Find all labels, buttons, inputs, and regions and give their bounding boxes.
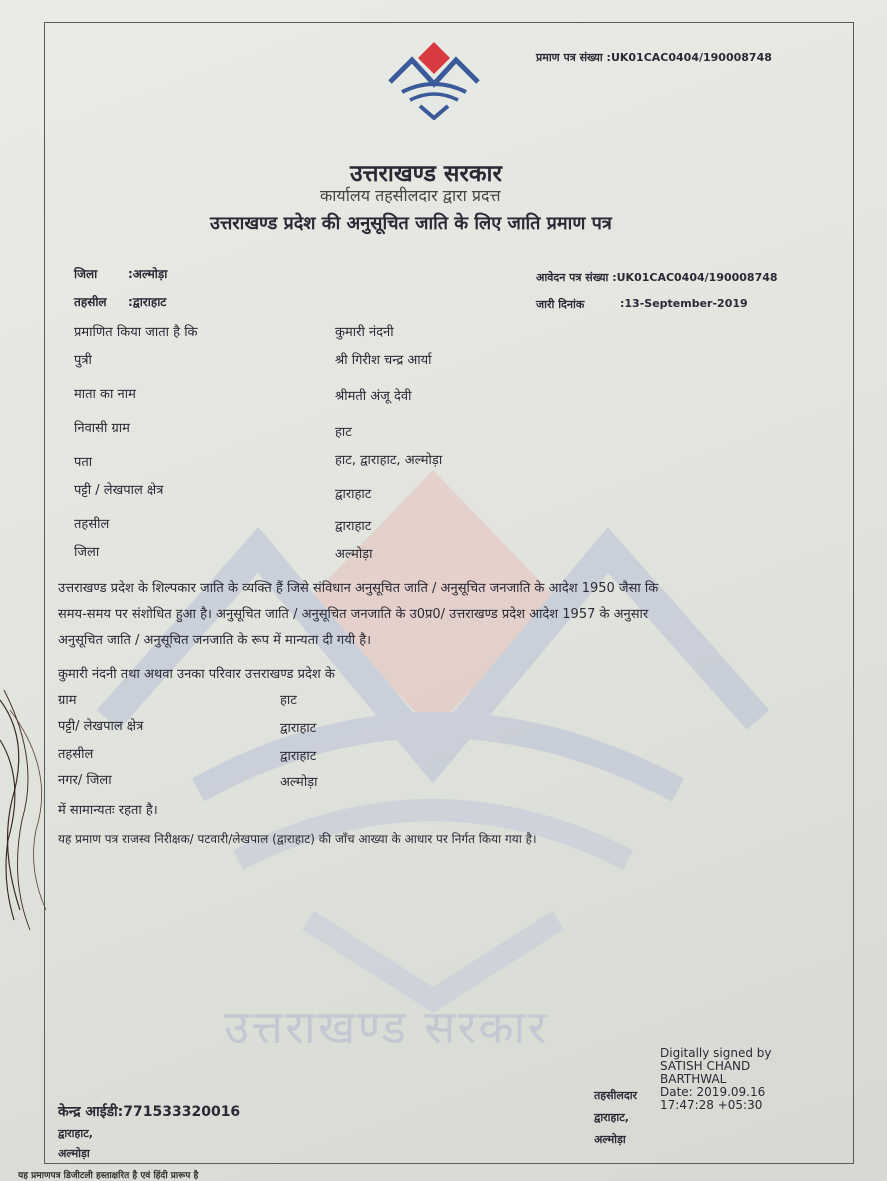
residence-intro: कुमारी नंदनी तथा अथवा उनका परिवार उत्तराखण्ड प्रदेश के xyxy=(58,667,335,682)
residence-value: हाट xyxy=(280,693,297,708)
watermark-emblem xyxy=(88,460,778,1020)
uttarakhand-emblem-icon xyxy=(386,40,482,120)
field-value: द्वाराहाट xyxy=(335,487,372,502)
field-label: पता xyxy=(74,455,93,470)
residence-outro: में सामान्यतः रहता है। xyxy=(58,803,158,818)
centre-place: द्वाराहाट, xyxy=(58,1127,93,1140)
field-label: तहसील xyxy=(74,517,110,532)
paragraph-line: उत्तराखण्ड प्रदेश के शिल्पकार जाति के व्यक्ति हैं जिसे संविधान अनुसूचित जाति / अनुसूचित जनजाति के आदेश 1950 जैसा कि xyxy=(58,581,659,596)
header-certificate-title: उत्तराखण्ड प्रदेश की अनुसूचित जाति के लिए जाति प्रमाण पत्र xyxy=(210,213,612,234)
header-government: उत्तराखण्ड सरकार xyxy=(350,161,502,187)
residence-label: पट्टी/ लेखपाल क्षेत्र xyxy=(58,719,144,734)
field-value: द्वाराहाट xyxy=(335,519,372,534)
residence-value: अल्मोड़ा xyxy=(280,775,318,790)
residence-value: द्वाराहाट xyxy=(280,721,317,736)
residence-label: तहसील xyxy=(58,747,94,762)
signatory-place: द्वाराहाट, xyxy=(594,1111,629,1124)
field-value: श्री गिरीश चन्द्र आर्या xyxy=(335,353,432,368)
field-value: हाट, द्वाराहाट, अल्मोड़ा xyxy=(335,453,443,468)
field-value: श्रीमती अंजू देवी xyxy=(335,389,412,404)
field-value: कुमारी नंदनी xyxy=(335,325,394,340)
field-value: अल्मोड़ा xyxy=(335,547,373,562)
hair-strands-decoration xyxy=(0,680,80,940)
residence-label: ग्राम xyxy=(58,693,77,708)
digital-signature-line: SATISH CHAND xyxy=(660,1059,751,1073)
application-number: आवेदन पत्र संख्या :UK01CAC0404/190008748 xyxy=(536,271,778,284)
field-label: प्रमाणित किया जाता है कि xyxy=(74,325,198,340)
centre-district: अल्मोड़ा xyxy=(58,1147,90,1160)
tehsil-value: :द्वाराहाट xyxy=(128,295,167,309)
digital-signature-line: Date: 2019.09.16 xyxy=(660,1085,766,1099)
tehsil-label: तहसील xyxy=(74,295,107,309)
residence-label: नगर/ जिला xyxy=(58,773,112,788)
field-label: निवासी ग्राम xyxy=(74,421,130,436)
centre-id: केन्द्र आईडी:771533320016 xyxy=(58,1104,241,1120)
signatory-district: अल्मोड़ा xyxy=(594,1133,626,1146)
certificate-number: प्रमाण पत्र संख्या :UK01CAC0404/190008748 xyxy=(536,51,772,64)
digital-signature-line: 17:47:28 +05:30 xyxy=(660,1098,763,1112)
basis-statement: यह प्रमाण पत्र राजस्व निरीक्षक/ पटवारी/लेखपाल (द्वाराहाट) की जाँच आख्या के आधार पर निर्गत किया गया है। xyxy=(58,832,537,846)
paragraph-line: अनुसूचित जाति / अनुसूचित जनजाति के रूप में मान्यता दी गयी है। xyxy=(58,633,372,648)
district-label: जिला xyxy=(74,267,98,281)
field-label: जिला xyxy=(74,545,100,560)
field-value: हाट xyxy=(335,425,352,440)
field-label: पुत्री xyxy=(74,353,92,368)
issue-date-value: :13-September-2019 xyxy=(620,297,748,310)
issue-date-label: जारी दिनांक xyxy=(536,298,585,311)
district-value: :अल्मोड़ा xyxy=(128,267,168,281)
field-label: माता का नाम xyxy=(74,387,136,402)
footer-note: यह प्रमाणपत्र डिजीटली हस्ताक्षरित है एवं हिंदी प्रारूप है xyxy=(18,1171,199,1181)
residence-value: द्वाराहाट xyxy=(280,749,317,764)
watermark-text: उत्तराखण्ड सरकार xyxy=(224,1000,549,1054)
signatory-title: तहसीलदार xyxy=(594,1089,638,1102)
paragraph-line: समय-समय पर संशोधित हुआ है। अनुसूचित जाति / अनुसूचित जनजाति के उ0प्र0/ उत्तराखण्ड प्रदेश आदेश 1957 के अनुसार xyxy=(58,607,649,622)
digital-signature-line: Digitally signed by xyxy=(660,1046,772,1060)
field-label: पट्टी / लेखपाल क्षेत्र xyxy=(74,483,164,498)
digital-signature-line: BARTHWAL xyxy=(660,1072,727,1086)
header-office: कार्यालय तहसीलदार द्वारा प्रदत्त xyxy=(320,186,501,205)
